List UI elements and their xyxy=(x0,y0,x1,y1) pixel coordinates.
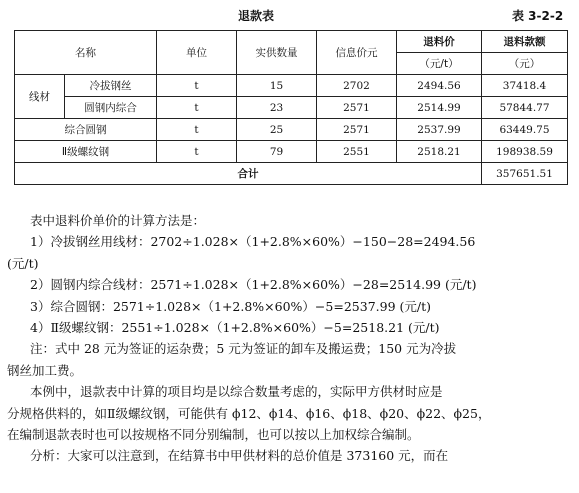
cell-name: 圆钢内综合 xyxy=(65,97,157,119)
refund-table xyxy=(14,30,568,185)
cell-name: Ⅱ级螺纹钢 xyxy=(15,141,157,163)
table-header-row xyxy=(15,31,568,53)
cell-amount: 63449.75 xyxy=(482,119,568,141)
cell-qty: 15 xyxy=(237,75,317,97)
cell-unit: t xyxy=(157,119,237,141)
intro-line: 表中退料价单价的计算方法是： xyxy=(30,213,206,228)
table-total-row xyxy=(15,163,568,185)
cell-refund-price: 2537.99 xyxy=(397,119,482,141)
formula-3: 3）综合圆钢：2571÷1.028×（1+2.8%×60%）−5=2537.99 (元/t) xyxy=(30,298,431,314)
cell-unit: t xyxy=(157,141,237,163)
header-refund-amount-unit: （元） xyxy=(482,53,568,75)
cell-refund-price: 2494.56 xyxy=(397,75,482,97)
formula-1-unit: (元/t) xyxy=(7,255,39,271)
cell-qty: 23 xyxy=(237,97,317,119)
cell-name: 综合圆钢 xyxy=(15,119,157,141)
cell-amount: 37418.4 xyxy=(482,75,568,97)
header-info-price: 信息价元 xyxy=(317,31,397,75)
paragraph-line: 本例中，退款表中计算的项目均是以综合数量考虑的，实际甲方供材时应是 xyxy=(30,384,443,400)
body-text xyxy=(7,210,575,467)
table-title: 退款表 xyxy=(238,9,275,23)
cell-info-price: 2571 xyxy=(317,119,397,141)
analysis-line: 分析：大家可以注意到，在结算书中甲供材料的总价值是 373160 元，而在 xyxy=(30,448,449,464)
formula-2: 2）圆钢内综合线材：2571÷1.028×（1+2.8%×60%）−28=2514.99 (元/t) xyxy=(30,277,477,293)
note-line: 注：式中 28 元为签证的运杂费；5 元为签证的卸车及搬运费；150 元为冷拔 xyxy=(30,341,457,357)
cell-info-price: 2571 xyxy=(317,97,397,119)
header-refund-amount: 退料款额 xyxy=(482,31,568,53)
cell-unit: t xyxy=(157,75,237,97)
table-caption xyxy=(0,7,579,23)
cell-unit: t xyxy=(157,97,237,119)
table-row xyxy=(15,97,568,119)
header-name: 名称 xyxy=(15,31,157,75)
cell-amount: 57844.77 xyxy=(482,97,568,119)
group-label: 线材 xyxy=(15,75,65,119)
total-label: 合计 xyxy=(15,163,482,185)
table-row xyxy=(15,75,568,97)
paragraph-line: 在编制退款表时也可以按规格不同分别编制，也可以按以上加权综合编制。 xyxy=(7,427,420,443)
cell-refund-price: 2514.99 xyxy=(397,97,482,119)
header-qty: 实供数量 xyxy=(237,31,317,75)
table-row xyxy=(15,141,568,163)
table-row xyxy=(15,119,568,141)
cell-info-price: 2702 xyxy=(317,75,397,97)
cell-info-price: 2551 xyxy=(317,141,397,163)
table-number: 表 3-2-2 xyxy=(512,9,564,23)
paragraph-line: 分规格供料的，如Ⅱ级螺纹钢，可能供有 ϕ12、ϕ14、ϕ16、ϕ18、ϕ20、ϕ22、ϕ25， xyxy=(7,405,491,421)
formula-4: 4）Ⅱ级螺纹钢：2551÷1.028×（1+2.8%×60%）−5=2518.21 (元/t) xyxy=(30,320,440,336)
cell-refund-price: 2518.21 xyxy=(397,141,482,163)
cell-qty: 79 xyxy=(237,141,317,163)
note-line-cont: 钢丝加工费。 xyxy=(7,362,83,378)
formula-1: 1）冷拔钢丝用线材：2702÷1.028×（1+2.8%×60%）−150−28=2494.56 xyxy=(30,234,476,250)
header-refund-price: 退料价 xyxy=(397,31,482,53)
total-value: 357651.51 xyxy=(482,163,568,185)
cell-name: 冷拔钢丝 xyxy=(65,75,157,97)
cell-amount: 198938.59 xyxy=(482,141,568,163)
header-unit: 单位 xyxy=(157,31,237,75)
cell-qty: 25 xyxy=(237,119,317,141)
header-refund-price-unit: （元/t） xyxy=(397,53,482,75)
